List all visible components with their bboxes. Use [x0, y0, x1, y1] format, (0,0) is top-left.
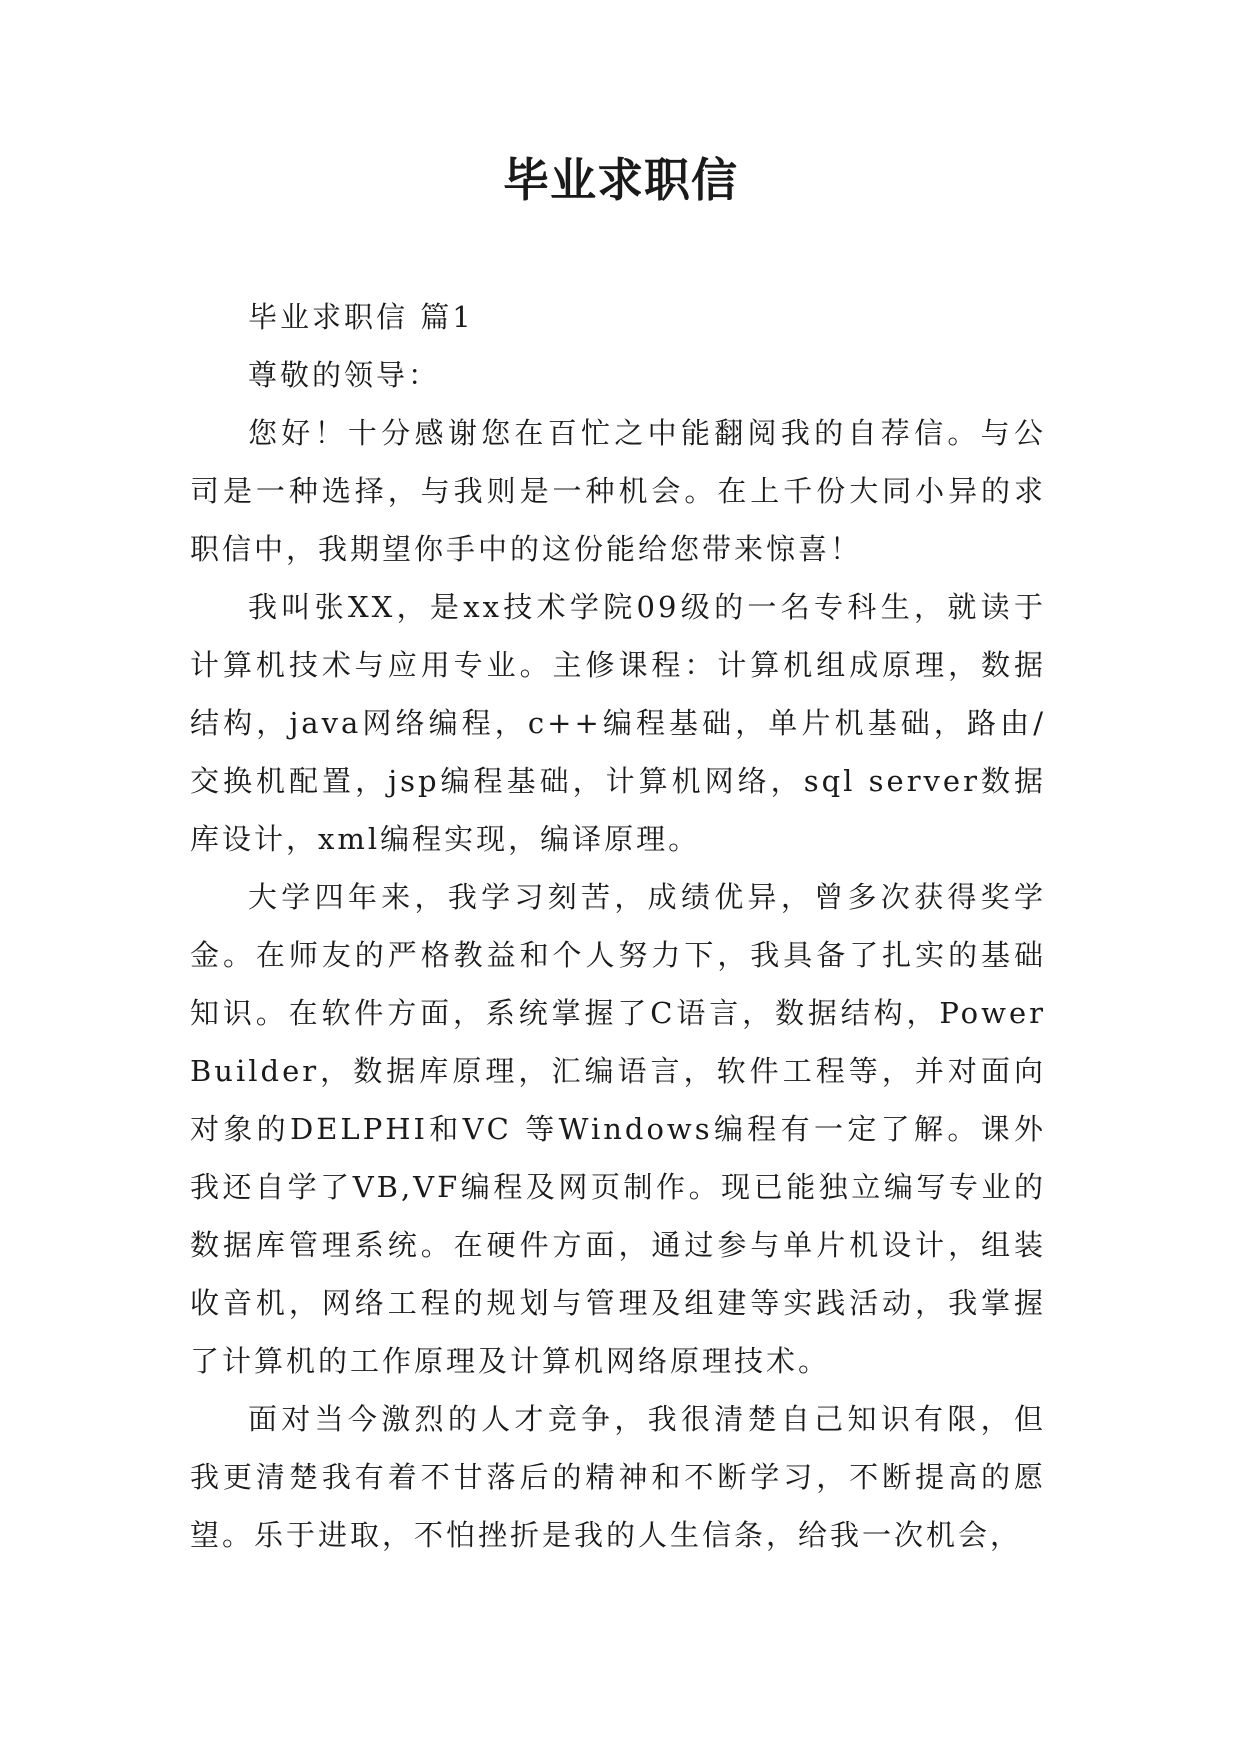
- document-title: 毕业求职信: [503, 153, 738, 207]
- section-heading: 毕业求职信 篇1: [248, 300, 474, 334]
- paragraph-closing: 面对当今激烈的人才竞争，我很清楚自己知识有限，但我更清楚我有着不甘落后的精神和不断学习，不断提高的愿望。乐于进取，不怕挫折是我的人生信条，给我一次机会，: [190, 1402, 1046, 1552]
- document-body: [190, 288, 1046, 1564]
- paragraph-skills: 大学四年来，我学习刻苦，成绩优异，曾多次获得奖学金。在师友的严格教益和个人努力下，我具备了扎实的基础知识。在软件方面，系统掌握了C语言，数据结构，Power Builder，数据库原理，汇编语言，软件工程等，并对面向对象的DELPHI和VC 等Windows编程有一定了解。课外我还自学了VB,VF编程及网页制作。现已能独立编写专业的数据库管理系统。在硬件方面，通过参与单片机设计，组装收音机，网络工程的规划与管理及组建等实践活动，我掌握了计算机的工作原理及计算机网络原理技术。: [190, 880, 1046, 1378]
- paragraph-greeting: 您好！十分感谢您在百忙之中能翻阅我的自荐信。与公司是一种选择，与我则是一种机会。在上千份大同小异的求职信中，我期望你手中的这份能给您带来惊喜！: [190, 416, 1046, 566]
- salutation: 尊敬的领导：: [248, 358, 441, 392]
- paragraph-introduction: 我叫张XX，是xx技术学院09级的一名专科生，就读于计算机技术与应用专业。主修课程：计算机组成原理，数据结构，java网络编程，c++编程基础，单片机基础，路由/交换机配置，jsp编程基础，计算机网络，sql server数据库设计，xml编程实现，编译原理。: [190, 590, 1046, 856]
